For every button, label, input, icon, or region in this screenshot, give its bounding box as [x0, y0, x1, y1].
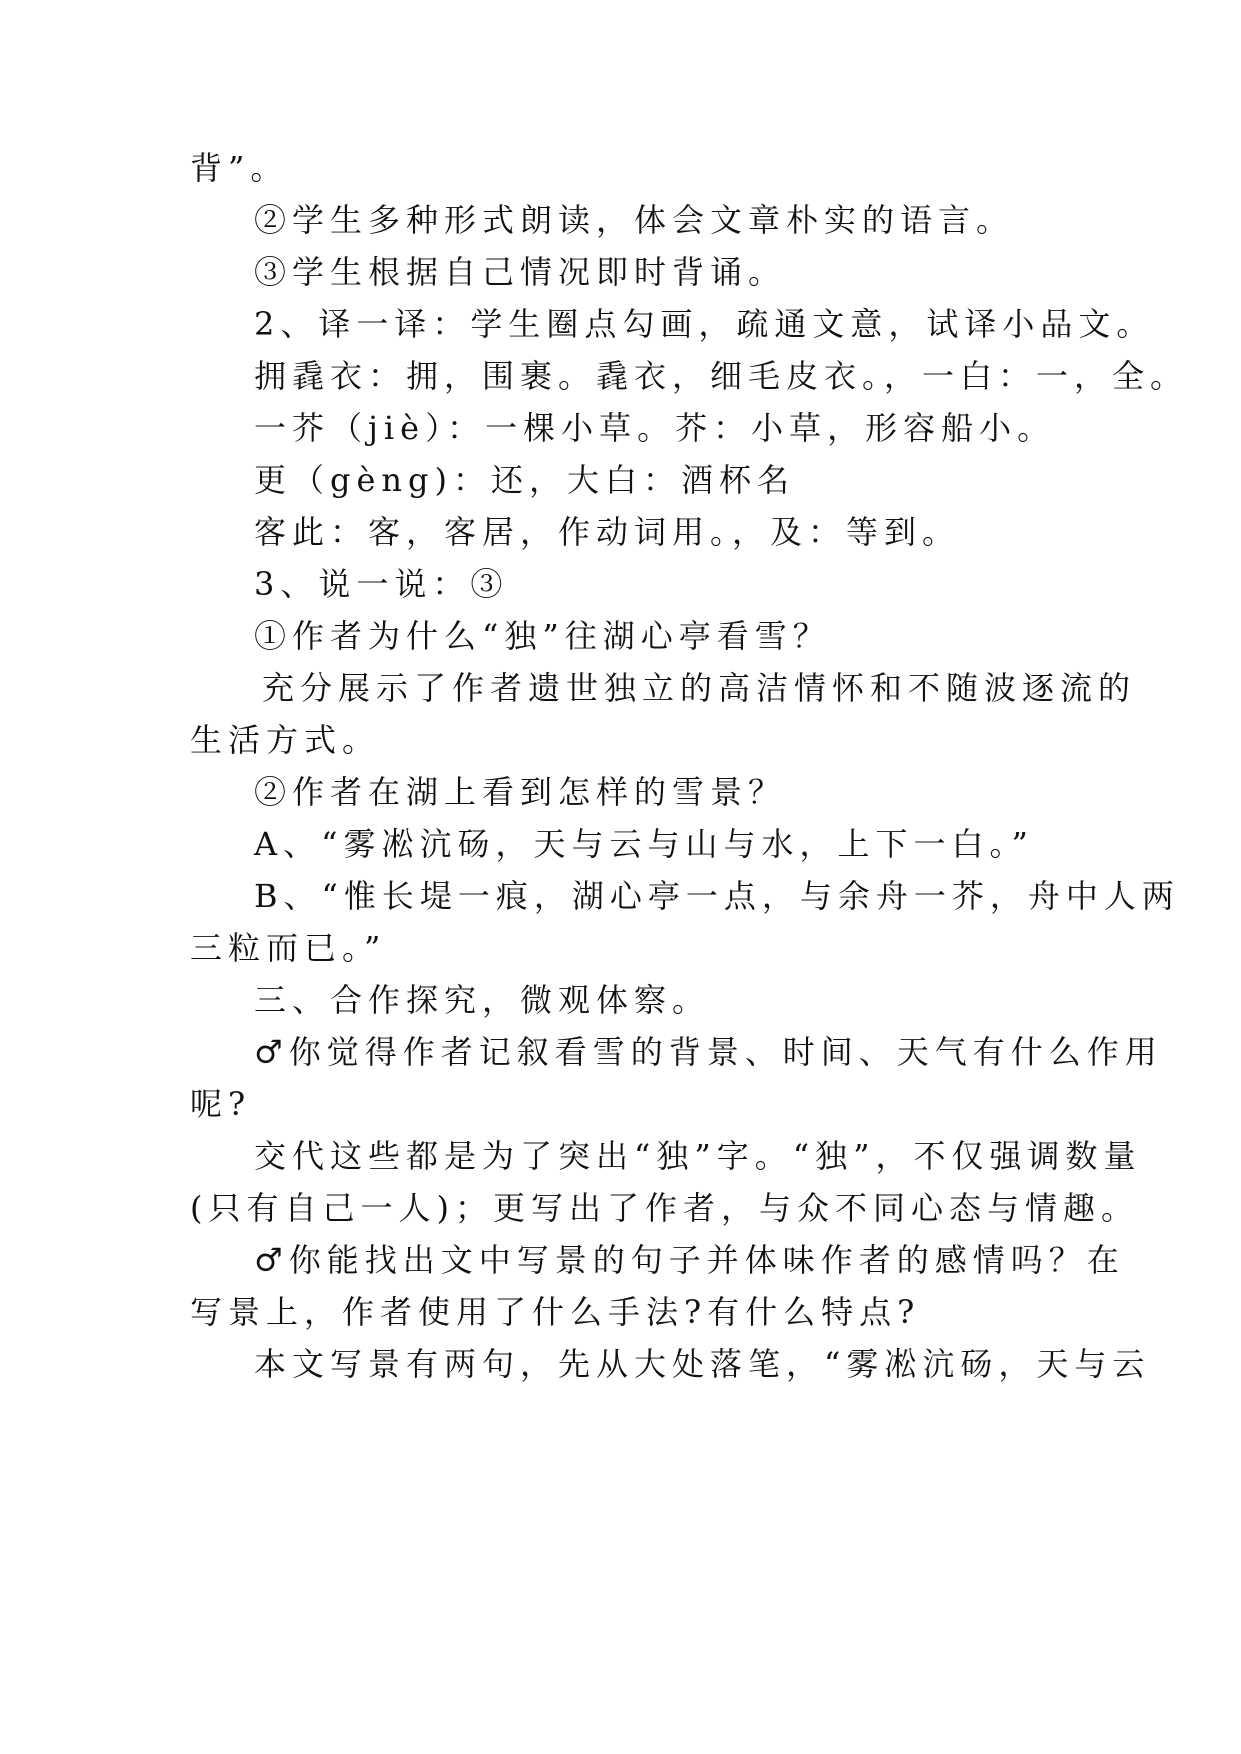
- text-line: 3、说一说：③: [254, 565, 509, 603]
- text-line: 三、合作探究，微观体察。: [254, 981, 711, 1019]
- text-line: ②学生多种形式朗读，体会文章朴实的语言。: [254, 201, 1015, 239]
- text-line: A、“雾凇沆砀，天与云与山与水，上下一白。”: [254, 825, 1034, 863]
- text-line: 生活方式。: [190, 721, 381, 759]
- text-line: ③学生根据自己情况即时背诵。: [254, 253, 787, 291]
- text-line: 交代这些都是为了突出“独”字。“独”，不仅强调数量: [254, 1137, 1142, 1175]
- text-line: 本文写景有两句，先从大处落笔，“雾凇沆砀，天与云: [254, 1345, 1151, 1383]
- text-line: ♂你能找出文中写景的句子并体味作者的感情吗？在: [254, 1241, 1125, 1279]
- text-line: 呢?: [190, 1085, 252, 1123]
- text-line: 一芥（jiè）：一棵小草。芥：小草，形容船小。: [254, 409, 1056, 447]
- text-line: 客此：客，客居，作动词用。，及：等到。: [254, 513, 961, 551]
- text-line: B、“惟长堤一痕，湖心亭一点，与余舟一芥，舟中人两: [254, 877, 1180, 915]
- text-line: (只有自己一人)；更写出了作者，与众不同心态与情趣。: [190, 1189, 1139, 1227]
- text-line: 写景上，作者使用了什么手法?有什么特点?: [190, 1293, 921, 1331]
- text-line: ②作者在湖上看到怎样的雪景？: [254, 773, 787, 811]
- text-line: 三粒而已。”: [190, 929, 387, 967]
- text-line: ♂你觉得作者记叙看雪的背景、时间、天气有什么作用: [254, 1033, 1163, 1071]
- text-line: 充分展示了作者遗世独立的高洁情怀和不随波逐流的: [262, 669, 1137, 707]
- text-line: 2、译一译：学生圈点勾画，疏通文意，试译小品文。: [254, 305, 1155, 343]
- text-line: 拥毳衣：拥，围裹。毳衣，细毛皮衣。，一白：一，全。: [254, 357, 1189, 395]
- text-line: ①作者为什么“独”往湖心亭看雪？: [254, 617, 831, 655]
- text-line: 更（gèng)：还，大白：酒杯名: [254, 461, 796, 499]
- text-line: 背”。: [190, 149, 289, 187]
